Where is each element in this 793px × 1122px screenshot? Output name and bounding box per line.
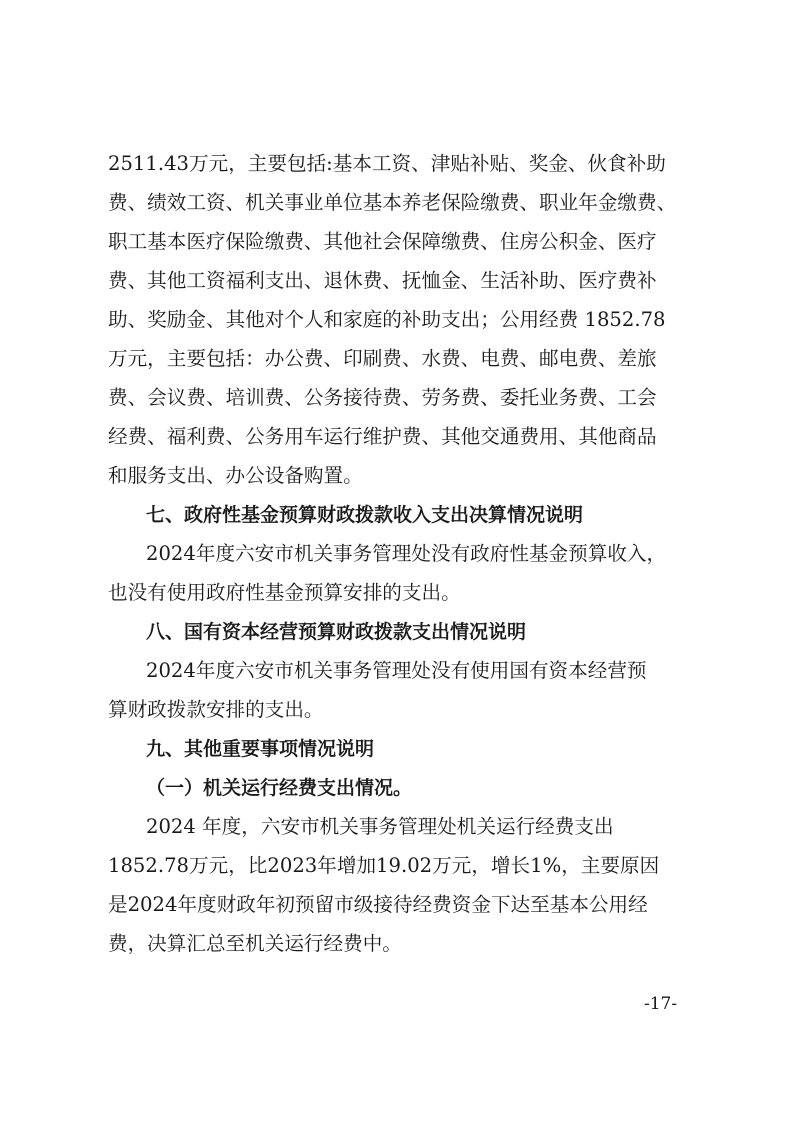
paragraph-line: 2024 年度，六安市机关事务管理处机关运行经费支出 — [146, 815, 614, 838]
paragraph-line: 职工基本医疗保险缴费、其他社会保障缴费、住房公积金、医疗 — [108, 230, 657, 253]
paragraph-line: 是2024年度财政年初预留市级接待经费资金下达至基本公用经 — [108, 893, 648, 916]
paragraph-line: 经费、福利费、公务用车运行维护费、其他交通费用、其他商品 — [108, 425, 657, 448]
paragraph-line: 费，决算汇总至机关运行经费中。 — [108, 932, 402, 955]
page-number: -17- — [644, 994, 678, 1014]
paragraph-line: 费、其他工资福利支出、退休费、抚恤金、生活补助、医疗费补 — [108, 269, 657, 292]
section-heading-7: 七、政府性基金预算财政拨款收入支出决算情况说明 — [146, 504, 584, 526]
paragraph-line: 2024年度六安市机关事务管理处没有政府性基金预算收入， — [146, 542, 667, 565]
paragraph-line: 算财政拨款安排的支出。 — [108, 698, 324, 721]
section-heading-9: 九、其他重要事项情况说明 — [146, 738, 375, 760]
paragraph-line: 2024年度六安市机关事务管理处没有使用国有资本经营预 — [146, 659, 647, 682]
paragraph-line: 1852.78万元，比2023年增加19.02万元，增长1%，主要原因 — [108, 854, 660, 877]
subsection-heading: （一）机关运行经费支出情况。 — [146, 777, 413, 799]
paragraph-line: 万元，主要包括：办公费、印刷费、水费、电费、邮电费、差旅 — [108, 347, 657, 370]
paragraph-line: 也没有使用政府性基金预算安排的支出。 — [108, 581, 461, 604]
paragraph-line: 费、会议费、培训费、公务接待费、劳务费、委托业务费、工会 — [108, 386, 657, 409]
paragraph-line: 助、奖励金、其他对个人和家庭的补助支出；公用经费 1852.78 — [108, 308, 666, 331]
paragraph-line: 费、绩效工资、机关事业单位基本养老保险缴费、职业年金缴费、 — [108, 191, 677, 214]
paragraph-line: 2511.43万元，主要包括:基本工资、津贴补贴、奖金、伙食补助 — [108, 152, 666, 175]
section-heading-8: 八、国有资本经营预算财政拨款支出情况说明 — [146, 621, 527, 643]
paragraph-line: 和服务支出、办公设备购置。 — [108, 464, 363, 487]
